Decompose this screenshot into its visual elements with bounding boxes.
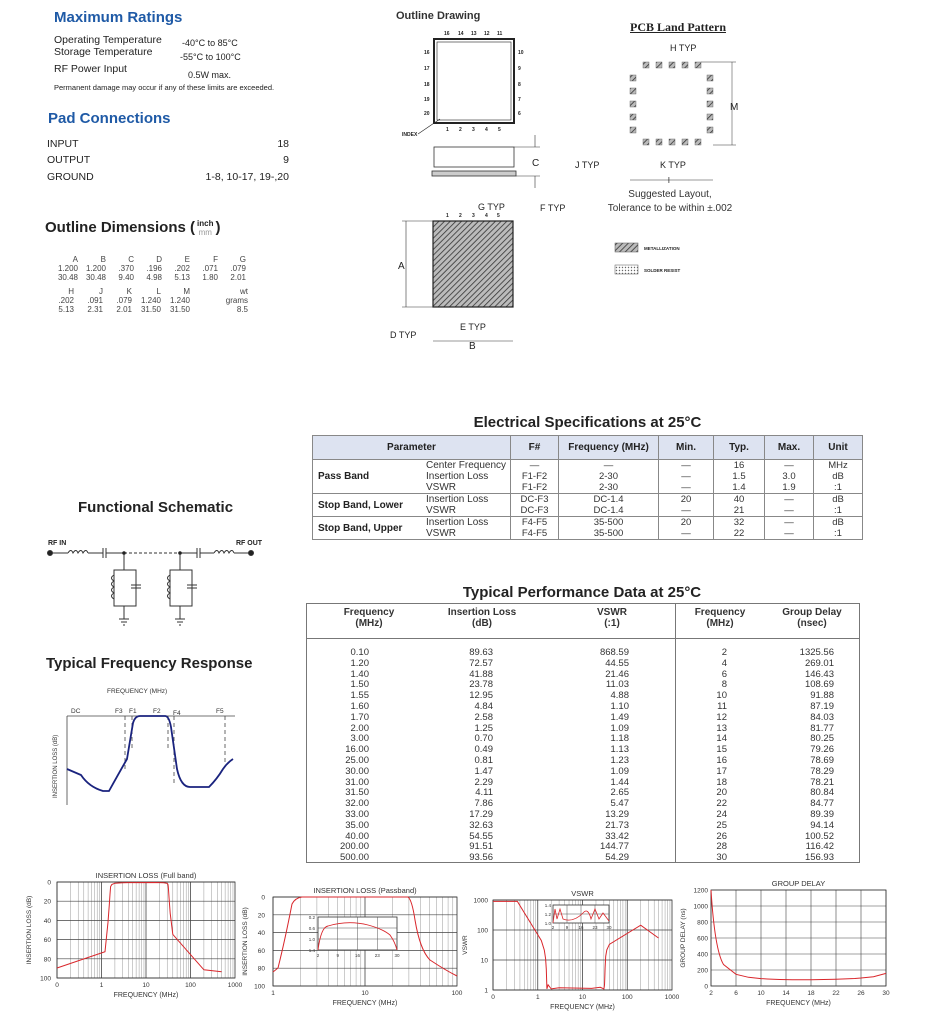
svg-text:2: 2 <box>459 127 462 133</box>
svg-text:B: B <box>469 341 476 352</box>
svg-text:1.2: 1.2 <box>544 912 551 917</box>
svg-text:9: 9 <box>565 925 569 930</box>
svg-text:600: 600 <box>697 935 708 943</box>
perf-cell: 21.46 <box>605 668 629 680</box>
svg-text:10: 10 <box>578 994 587 1001</box>
max-ratings-note: Permanent damage may occur if any of these limits are exceeded. <box>54 83 275 92</box>
svg-text:10: 10 <box>361 990 369 997</box>
svg-text:FREQUENCY (MHz): FREQUENCY (MHz) <box>766 1000 831 1007</box>
perf-cell: 1.20 <box>350 657 369 669</box>
svg-text:J TYP: J TYP <box>575 160 600 170</box>
spec-group-stop-band-upper: Stop Band, Upper Insertion Loss F4-F5 35-500 20 32 — dB VSWR F4-F5 35-500 — 22 — :1 <box>313 517 863 540</box>
svg-text:400: 400 <box>697 951 708 959</box>
perf-cell: 31.50 <box>345 787 369 799</box>
perf-cell: 21.73 <box>605 819 629 831</box>
svg-text:23: 23 <box>374 953 380 958</box>
rating-value: -55°C to 100°C <box>180 52 241 62</box>
perf-cell: 3.00 <box>350 733 369 745</box>
dimensions-table-2: H J K L M wt .202 .091 .079 1.240 1.240 grams 5.13 2.31 2.01 31.50 31.50 8.5 <box>58 287 248 314</box>
svg-text:20: 20 <box>424 111 430 117</box>
svg-text:K TYP: K TYP <box>660 160 686 170</box>
svg-text:1.0: 1.0 <box>308 937 315 942</box>
svg-text:7: 7 <box>518 97 521 103</box>
perf-cell: 78.29 <box>810 765 834 777</box>
svg-text:F4: F4 <box>173 710 181 717</box>
svg-text:1000: 1000 <box>227 982 243 989</box>
perf-cell: 26 <box>716 830 727 842</box>
svg-text:8: 8 <box>518 82 521 88</box>
svg-text:0: 0 <box>55 982 59 989</box>
perf-cell: 116.42 <box>805 841 834 853</box>
perf-cell: 33.00 <box>345 808 369 820</box>
svg-text:6: 6 <box>734 990 738 997</box>
svg-text:E TYP: E TYP <box>460 322 486 332</box>
svg-text:Suggested Layout,: Suggested Layout, <box>628 189 712 200</box>
outline-drawing <box>380 25 580 365</box>
svg-text:0: 0 <box>491 994 495 1001</box>
svg-text:5: 5 <box>497 213 500 219</box>
svg-text:1: 1 <box>484 987 488 995</box>
perf-cell: 25.00 <box>345 754 369 766</box>
svg-text:60: 60 <box>43 937 51 945</box>
svg-text:60: 60 <box>257 947 265 955</box>
perf-cell: 0.81 <box>474 754 493 766</box>
perf-cell: 1.44 <box>610 776 629 788</box>
svg-text:12: 12 <box>484 31 490 37</box>
perf-col-frequency <box>327 648 369 864</box>
perf-cell: 4 <box>721 657 727 669</box>
perf-cell: 16 <box>716 754 727 766</box>
rating-label: Storage Temperature <box>54 46 153 58</box>
perf-cell: 100.52 <box>804 830 834 842</box>
svg-text:6: 6 <box>518 111 521 117</box>
chart-insertion-loss-full-band <box>0 866 250 999</box>
perf-cell: 91.88 <box>810 690 834 702</box>
svg-text:0: 0 <box>261 894 265 902</box>
pad-label: OUTPUT <box>47 154 91 166</box>
svg-text:INSERTION LOSS (Passband): INSERTION LOSS (Passband) <box>313 886 417 895</box>
svg-text:16: 16 <box>444 31 450 37</box>
svg-text:11: 11 <box>497 31 503 37</box>
perf-cell: 1.23 <box>610 754 629 766</box>
svg-text:F1: F1 <box>129 708 137 715</box>
svg-text:G TYP: G TYP <box>478 202 505 212</box>
typical-frequency-response-chart <box>45 683 245 808</box>
svg-text:INDEX: INDEX <box>402 132 418 138</box>
svg-text:FREQUENCY (MHz): FREQUENCY (MHz) <box>113 992 179 999</box>
perf-cell: 1.50 <box>350 679 369 691</box>
perf-cell: 40.00 <box>345 830 369 842</box>
perf-col-vswr <box>577 648 629 864</box>
rating-value: -40°C to 85°C <box>182 38 238 48</box>
perf-cell: 79.26 <box>810 744 834 756</box>
perf-cell: 80.25 <box>810 733 834 745</box>
svg-text:1: 1 <box>271 990 275 997</box>
svg-text:1200: 1200 <box>693 887 708 895</box>
svg-text:23: 23 <box>592 925 598 930</box>
svg-text:1: 1 <box>446 213 449 219</box>
perf-cell: 1.55 <box>350 690 369 702</box>
svg-text:800: 800 <box>697 919 708 927</box>
perf-cell: 4.84 <box>474 700 493 712</box>
svg-text:80: 80 <box>257 965 265 973</box>
svg-text:F3: F3 <box>115 708 123 715</box>
perf-cell: 94.14 <box>810 819 834 831</box>
svg-text:100: 100 <box>254 983 265 991</box>
svg-text:0: 0 <box>47 879 51 887</box>
perf-cell: 5.47 <box>610 798 629 810</box>
perf-cell: 81.77 <box>810 722 834 734</box>
svg-text:FREQUENCY (MHz): FREQUENCY (MHz) <box>107 688 168 695</box>
svg-text:l: l <box>668 176 670 185</box>
perf-cell: 15 <box>716 744 727 756</box>
svg-text:100: 100 <box>185 982 196 989</box>
perf-cell: 13 <box>716 722 727 734</box>
perf-cell: 11.03 <box>605 679 629 691</box>
max-ratings-title: Maximum Ratings <box>54 9 183 26</box>
perf-cell: 13.29 <box>605 808 629 820</box>
svg-text:1: 1 <box>535 994 540 1001</box>
perf-cell: 30 <box>716 852 727 864</box>
svg-text:1000: 1000 <box>473 897 488 905</box>
svg-text:METALLIZATION: METALLIZATION <box>644 246 680 251</box>
spec-group-stop-band-lower: Stop Band, Lower Insertion Loss DC-F3 DC-1.4 20 40 — dB VSWR DC-F3 DC-1.4 — 21 — :1 <box>313 494 863 517</box>
svg-text:1000: 1000 <box>693 903 708 911</box>
svg-text:1.4: 1.4 <box>544 903 551 908</box>
svg-text:4: 4 <box>485 213 488 219</box>
perf-cell: 0.10 <box>350 647 369 658</box>
svg-text:80: 80 <box>43 956 51 964</box>
svg-text:1000: 1000 <box>664 994 680 1001</box>
chart-vswr <box>460 880 680 1011</box>
svg-text:9: 9 <box>336 953 340 958</box>
svg-text:16: 16 <box>578 925 584 930</box>
perf-cell: 84.77 <box>810 798 834 810</box>
svg-text:30: 30 <box>606 925 612 930</box>
svg-text:16: 16 <box>354 953 361 958</box>
pad-value: 1-8, 10-17, 19-,20 <box>205 171 289 183</box>
perf-cell: 4.11 <box>475 787 493 799</box>
perf-cell: 1.10 <box>610 700 629 712</box>
perf-cell: 35.00 <box>345 819 369 831</box>
dimensions-table-1: A B C D E F G 1.200 1.200 .370 .196 .202 .071 .079 30.48 30.48 9.40 4.98 5.13 1.80 2.01 <box>57 255 246 282</box>
outline-dimensions-title: Outline Dimensions ( inch mm ) <box>45 219 221 238</box>
perf-cell: 24 <box>716 808 727 820</box>
svg-text:100: 100 <box>40 975 51 983</box>
svg-text:13: 13 <box>471 31 477 37</box>
perf-cell: 89.39 <box>810 808 834 820</box>
svg-text:1.4: 1.4 <box>308 948 315 953</box>
svg-text:30: 30 <box>882 990 890 997</box>
perf-cell: 108.69 <box>804 679 834 691</box>
perf-cell: 78.21 <box>810 776 834 788</box>
rating-value: 0.5W max. <box>188 70 232 80</box>
functional-schematic-title: Functional Schematic <box>78 499 234 516</box>
svg-text:C: C <box>532 158 540 169</box>
perf-cell: 32.63 <box>469 819 493 831</box>
svg-text:F5: F5 <box>216 708 224 715</box>
perf-cell: 269.01 <box>804 657 834 669</box>
svg-text:100: 100 <box>621 994 633 1001</box>
svg-text:18: 18 <box>424 82 430 88</box>
perf-cell: 1.49 <box>610 711 629 723</box>
svg-text:14: 14 <box>458 31 464 37</box>
svg-text:INSERTION LOSS (dB): INSERTION LOSS (dB) <box>26 895 33 965</box>
perf-cell: 80.84 <box>810 787 834 799</box>
perf-cell: 17 <box>716 765 727 777</box>
svg-text:1: 1 <box>446 127 449 133</box>
perf-cell: 10 <box>716 690 727 702</box>
svg-text:3: 3 <box>472 213 475 219</box>
perf-cell: 1.70 <box>350 711 369 723</box>
perf-cell: 93.56 <box>469 852 493 864</box>
perf-cell: 8 <box>721 679 727 691</box>
svg-text:10: 10 <box>518 50 524 56</box>
perf-col-frequency-2 <box>702 648 727 864</box>
svg-text:10: 10 <box>142 982 150 989</box>
svg-text:INSERTION LOSS (Full band): INSERTION LOSS (Full band) <box>95 871 197 880</box>
perf-cell: 30.00 <box>345 765 369 777</box>
electrical-specs-title: Electrical Specifications at 25°C <box>473 414 702 431</box>
perf-cell: 12.95 <box>469 690 493 702</box>
perf-cell: 14 <box>716 733 727 745</box>
svg-text:26: 26 <box>857 990 865 997</box>
perf-cell: 1.09 <box>610 722 629 734</box>
performance-data-title: Typical Performance Data at 25°C <box>462 584 702 601</box>
rating-label: RF Power Input <box>54 63 127 75</box>
pad-label: GROUND <box>47 171 94 183</box>
functional-schematic <box>44 535 274 635</box>
svg-text:Tolerance to be within ±.002: Tolerance to be within ±.002 <box>607 203 733 214</box>
svg-text:1: 1 <box>99 982 104 989</box>
svg-text:0: 0 <box>704 983 708 991</box>
svg-text:22: 22 <box>832 990 840 997</box>
svg-text:2: 2 <box>551 925 555 930</box>
perf-cell: 6 <box>721 668 727 680</box>
pcb-land-pattern-drawing <box>570 35 770 285</box>
perf-cell: 32.00 <box>345 798 369 810</box>
perf-cell: 1.18 <box>610 733 629 745</box>
svg-text:D TYP: D TYP <box>390 330 417 340</box>
perf-cell: 87.19 <box>810 700 834 712</box>
svg-text:VSWR: VSWR <box>462 935 469 955</box>
svg-text:SOLDER RESIST: SOLDER RESIST <box>644 268 681 273</box>
perf-cell: 0.49 <box>474 744 493 756</box>
perf-cell: 156.93 <box>804 852 834 864</box>
spec-group-pass-band: Pass Band Center Frequency — — — 16 — MHz Insertion Loss F1-F2 2-30 — 1.5 3.0 dB VSWR F1-F2 2-30 — 1.4 1.9 :1 <box>313 460 863 494</box>
perf-cell: 4.88 <box>610 690 629 702</box>
perf-cell: 54.55 <box>469 830 493 842</box>
perf-cell: 20 <box>716 787 727 799</box>
svg-text:5: 5 <box>498 127 501 133</box>
svg-text:40: 40 <box>43 917 51 925</box>
perf-cell: 12 <box>716 711 727 723</box>
svg-text:0.6: 0.6 <box>308 926 315 931</box>
perf-cell: 41.88 <box>469 668 493 680</box>
svg-text:16: 16 <box>424 50 430 56</box>
svg-text:INSERTION LOSS (dB): INSERTION LOSS (dB) <box>242 907 249 976</box>
svg-text:20: 20 <box>43 898 51 906</box>
svg-text:100: 100 <box>477 927 488 935</box>
perf-cell: 28 <box>716 841 727 853</box>
svg-text:14: 14 <box>782 990 790 997</box>
perf-cell: 44.55 <box>605 657 629 669</box>
rating-label: Operating Temperature <box>54 34 162 46</box>
perf-cell: 11 <box>717 700 727 712</box>
perf-cell: 1.25 <box>474 722 493 734</box>
perf-cell: 91.51 <box>469 841 493 853</box>
svg-text:1.0: 1.0 <box>544 921 551 926</box>
svg-text:10: 10 <box>480 957 488 965</box>
perf-cell: 78.69 <box>810 754 834 766</box>
svg-text:10: 10 <box>757 990 765 997</box>
perf-cell: 84.03 <box>810 711 834 723</box>
svg-text:DC: DC <box>71 708 81 715</box>
svg-text:20: 20 <box>257 912 265 920</box>
svg-text:GROUP DELAY (ns): GROUP DELAY (ns) <box>680 908 687 968</box>
perf-cell: 23.78 <box>469 679 493 691</box>
perf-cell: 25 <box>716 819 727 831</box>
perf-cell: 1.40 <box>350 668 369 680</box>
svg-text:4: 4 <box>485 127 488 133</box>
svg-text:A: A <box>398 261 405 272</box>
svg-text:F TYP: F TYP <box>540 203 566 213</box>
perf-cell: 2.58 <box>474 711 493 723</box>
pad-value: 9 <box>283 154 289 166</box>
perf-cell: 1.47 <box>474 765 493 777</box>
perf-cell: 54.29 <box>605 852 629 864</box>
perf-cell: 200.00 <box>339 841 369 853</box>
svg-text:FREQUENCY (MHz): FREQUENCY (MHz) <box>332 1000 398 1007</box>
perf-col-insertion-loss <box>437 648 493 864</box>
chart-insertion-loss-passband <box>240 880 470 1005</box>
electrical-specs-table: Parameter F# Frequency (MHz) Min. Typ. Max. Unit Pass Band Center Frequency — — — 16 — MHz Insertion Loss F1-F2 2-30 — 1.5 3.0 dB VSWR F1-F2 2-30 — 1.4 1.9 :1 Stop Band, Lower Insertion Loss DC-F3 DC-1.4 20 40 — dB VSWR DC-F3 DC-1.4 — 21 — :1 Stop Band, Upper Insertion Loss F4-F5 35-500 20 32 — dB VSWR F4-F5 35-500 — 22 — :1 <box>312 435 863 540</box>
svg-text:INSERTION LOSS (dB): INSERTION LOSS (dB) <box>53 734 59 798</box>
pcb-land-pattern-title: PCB Land Pattern <box>630 20 726 34</box>
perf-cell: 146.43 <box>804 668 834 680</box>
svg-text:19: 19 <box>424 97 430 103</box>
svg-text:M: M <box>730 102 739 113</box>
svg-text:RF OUT: RF OUT <box>236 540 263 547</box>
perf-cell: 500.00 <box>339 852 369 864</box>
svg-text:0.2: 0.2 <box>308 915 315 920</box>
perf-cell: 868.59 <box>599 647 629 658</box>
perf-col-group-delay <box>787 648 834 864</box>
perf-cell: 1.09 <box>610 765 629 777</box>
perf-cell: 89.63 <box>469 647 493 658</box>
svg-text:VSWR: VSWR <box>571 889 594 898</box>
outline-drawing-title: Outline Drawing <box>396 10 481 22</box>
perf-cell: 22 <box>716 798 727 810</box>
perf-cell: 2.65 <box>610 787 629 799</box>
svg-text:2: 2 <box>316 953 320 958</box>
svg-text:18: 18 <box>807 990 815 997</box>
perf-cell: 16.00 <box>345 744 369 756</box>
pad-value: 18 <box>277 138 289 150</box>
perf-cell: 72.57 <box>469 657 493 669</box>
perf-cell: 2.29 <box>474 776 493 788</box>
svg-text:3: 3 <box>472 127 475 133</box>
svg-text:H TYP: H TYP <box>670 43 697 53</box>
perf-cell: 1.13 <box>610 744 629 756</box>
perf-cell: 1325.56 <box>799 647 834 658</box>
svg-text:RF IN: RF IN <box>48 540 67 547</box>
svg-text:GROUP DELAY: GROUP DELAY <box>771 879 826 888</box>
perf-cell: 33.42 <box>605 830 629 842</box>
svg-text:40: 40 <box>257 930 265 938</box>
svg-text:100: 100 <box>451 990 463 997</box>
perf-cell: 144.77 <box>599 841 629 853</box>
svg-text:17: 17 <box>424 66 430 72</box>
pad-connections-title: Pad Connections <box>48 110 171 127</box>
svg-text:30: 30 <box>394 953 400 958</box>
perf-cell: 18 <box>716 776 727 788</box>
perf-cell: 31.00 <box>345 776 369 788</box>
perf-cell: 2 <box>721 647 727 658</box>
typical-frequency-response-title: Typical Frequency Response <box>46 655 253 672</box>
svg-text:2: 2 <box>709 990 713 997</box>
svg-text:FREQUENCY (MHz): FREQUENCY (MHz) <box>550 1004 615 1011</box>
svg-text:F2: F2 <box>153 708 161 715</box>
svg-text:9: 9 <box>518 66 521 72</box>
perf-cell: 17.29 <box>469 808 493 820</box>
perf-cell: 7.86 <box>474 798 493 810</box>
svg-text:2: 2 <box>459 213 462 219</box>
pad-label: INPUT <box>47 138 79 150</box>
chart-group-delay <box>670 872 927 1007</box>
perf-cell: 0.70 <box>474 733 493 745</box>
svg-text:200: 200 <box>697 967 708 975</box>
perf-cell: 2.00 <box>350 722 369 734</box>
perf-cell: 1.60 <box>350 700 369 712</box>
performance-data-table: Frequency (MHz) Insertion Loss (dB) VSWR (:1) Frequency (MHz) Group Delay (nsec) 0.10 1.20 1.40 1.50 1.55 1.60 1.70 2.00 3.00 16.00 25.00 30.00 31.00 31.50 32.00 33.00 35.00 40.00 200.00 500.00 89.63 72.57 41.88 23.78 12.95 4.84 2.58 1.25 0.70 0.49 0.81 1.47 2.29 4.11 7.86 17.29 32.63 54.55 91.51 93.56 868.59 44.55 21.46 11.03 4.88 1.10 1.49 1.09 1.18 1.13 1.23 1.09 1.44 2.65 5.47 13.29 21.73 33.42 144.77 54.29 2 4 6 8 10 11 12 13 14 15 16 17 18 20 22 24 25 26 28 30 1325.56 269.01 146.43 108.69 91.88 87.19 84.03 81.77 80.25 79.26 78.69 78.29 78.21 80.84 84.77 89.39 94.14 100.52 116.42 156.93 <box>306 603 860 863</box>
